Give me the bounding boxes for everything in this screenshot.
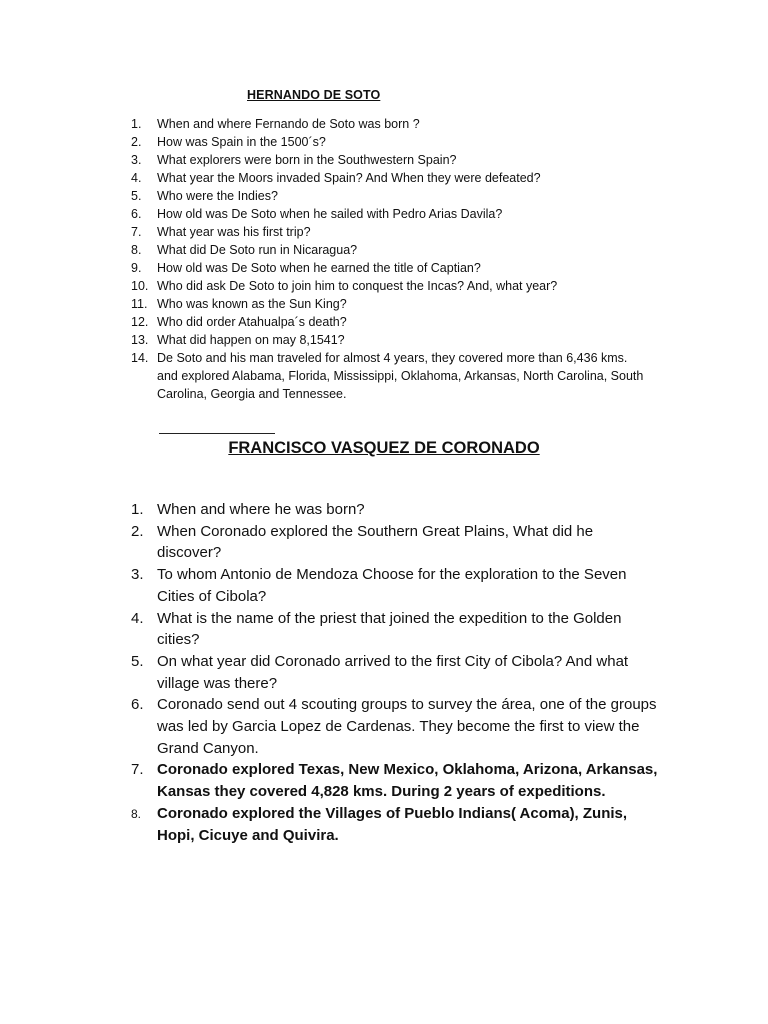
divider-line (159, 433, 275, 434)
item-text: When Coronado explored the Southern Great Plains, What did he discover? (157, 522, 594, 562)
list-item (131, 759, 661, 802)
item-text: When and where he was born? (157, 501, 365, 518)
item-text: Who were the Indies? (157, 189, 278, 203)
item-text: What did De Soto run in Nicaragua? (157, 243, 358, 257)
item-number: 13. (131, 333, 149, 347)
item-number: 1. (131, 117, 142, 131)
list-item (131, 295, 651, 313)
list-item (131, 187, 651, 205)
item-number: 5. (131, 189, 142, 203)
list-item (131, 499, 661, 521)
section-title-coronado: FRANCISCO VASQUEZ DE CORONADO (228, 439, 540, 457)
item-text: What did happen on may 8,1541? (157, 333, 345, 347)
list-item (131, 151, 651, 169)
item-text: How old was De Soto when he earned the title of Captian? (157, 261, 481, 275)
item-text: Coronado explored Texas, New Mexico, Oklahoma, Arizona, Arkansas, Kansas they covered 4,828 kms. During 2 years of expeditions. (157, 761, 658, 801)
item-text: Coronado send out 4 scouting groups to survey the área, one of the groups was led by Garcia Lopez de Cardenas. They become the first to view the Grand Canyon. (157, 696, 657, 757)
item-number: 4. (131, 609, 144, 627)
item-number: 7. (131, 761, 144, 779)
list-item (131, 564, 661, 607)
list-item (131, 133, 651, 151)
item-text: Who did order Atahualpa´s death? (157, 315, 347, 329)
list-item (131, 803, 661, 846)
list-item (131, 205, 651, 223)
section-title-de-soto: HERNANDO DE SOTO (247, 88, 381, 102)
list-item (131, 223, 651, 241)
item-number: 6. (131, 696, 144, 714)
item-number: 4. (131, 171, 142, 185)
item-text: What is the name of the priest that joined the expedition to the Golden cities? (157, 609, 622, 649)
list-item (131, 694, 661, 759)
item-text: How old was De Soto when he sailed with Pedro Arias Davila? (157, 207, 503, 221)
item-text: How was Spain in the 1500´s? (157, 135, 326, 149)
list-item (131, 313, 651, 331)
item-number: 9. (131, 261, 142, 275)
list-item (131, 608, 661, 651)
item-number: 14. (131, 351, 149, 365)
item-text: Coronado explored the Villages of Pueblo Indians( Acoma), Zunis, Hopi, Cicuye and Quivira. (157, 804, 628, 844)
item-text: On what year did Coronado arrived to the first City of Cibola? And what village was there? (157, 652, 629, 692)
item-text: What explorers were born in the Southwestern Spain? (157, 153, 457, 167)
item-number: 7. (131, 225, 142, 239)
item-text: Who was known as the Sun King? (157, 297, 347, 311)
item-number: 2. (131, 135, 142, 149)
list-item (131, 331, 651, 349)
list-item (131, 259, 651, 277)
item-number: 2. (131, 522, 144, 540)
list-item (131, 277, 651, 295)
list-item (131, 169, 651, 187)
coronado-question-list (131, 499, 661, 846)
item-number: 11. (131, 297, 148, 311)
item-number: 6. (131, 207, 142, 221)
item-number: 5. (131, 652, 144, 670)
item-text: When and where Fernando de Soto was born ? (157, 117, 420, 131)
item-text: What year was his first trip? (157, 225, 311, 239)
list-item (131, 521, 661, 564)
item-number: 1. (131, 501, 144, 518)
list-item (131, 651, 661, 694)
de-soto-question-list (131, 115, 651, 403)
list-item (131, 241, 651, 259)
list-item (131, 115, 651, 133)
item-number: 12. (131, 315, 149, 329)
item-text: De Soto and his man traveled for almost 4 years, they covered more than 6,436 kms. and explored Alabama, Florida, Mississippi, Oklahoma, Arkansas, North Carolina, South Carolina, Georgia and Tennessee. (157, 351, 644, 401)
item-text: To whom Antonio de Mendoza Choose for the exploration to the Seven Cities of Cibola? (157, 566, 627, 605)
item-text: What year the Moors invaded Spain? And When they were defeated? (157, 171, 541, 185)
item-number: 3. (131, 153, 142, 167)
item-number: 3. (131, 566, 144, 584)
item-number: 8. (131, 243, 142, 257)
item-number: 8. (131, 806, 142, 821)
item-number: 10. (131, 279, 149, 293)
item-text: Who did ask De Soto to join him to conquest the Incas? And, what year? (157, 279, 558, 293)
list-item (131, 349, 651, 403)
